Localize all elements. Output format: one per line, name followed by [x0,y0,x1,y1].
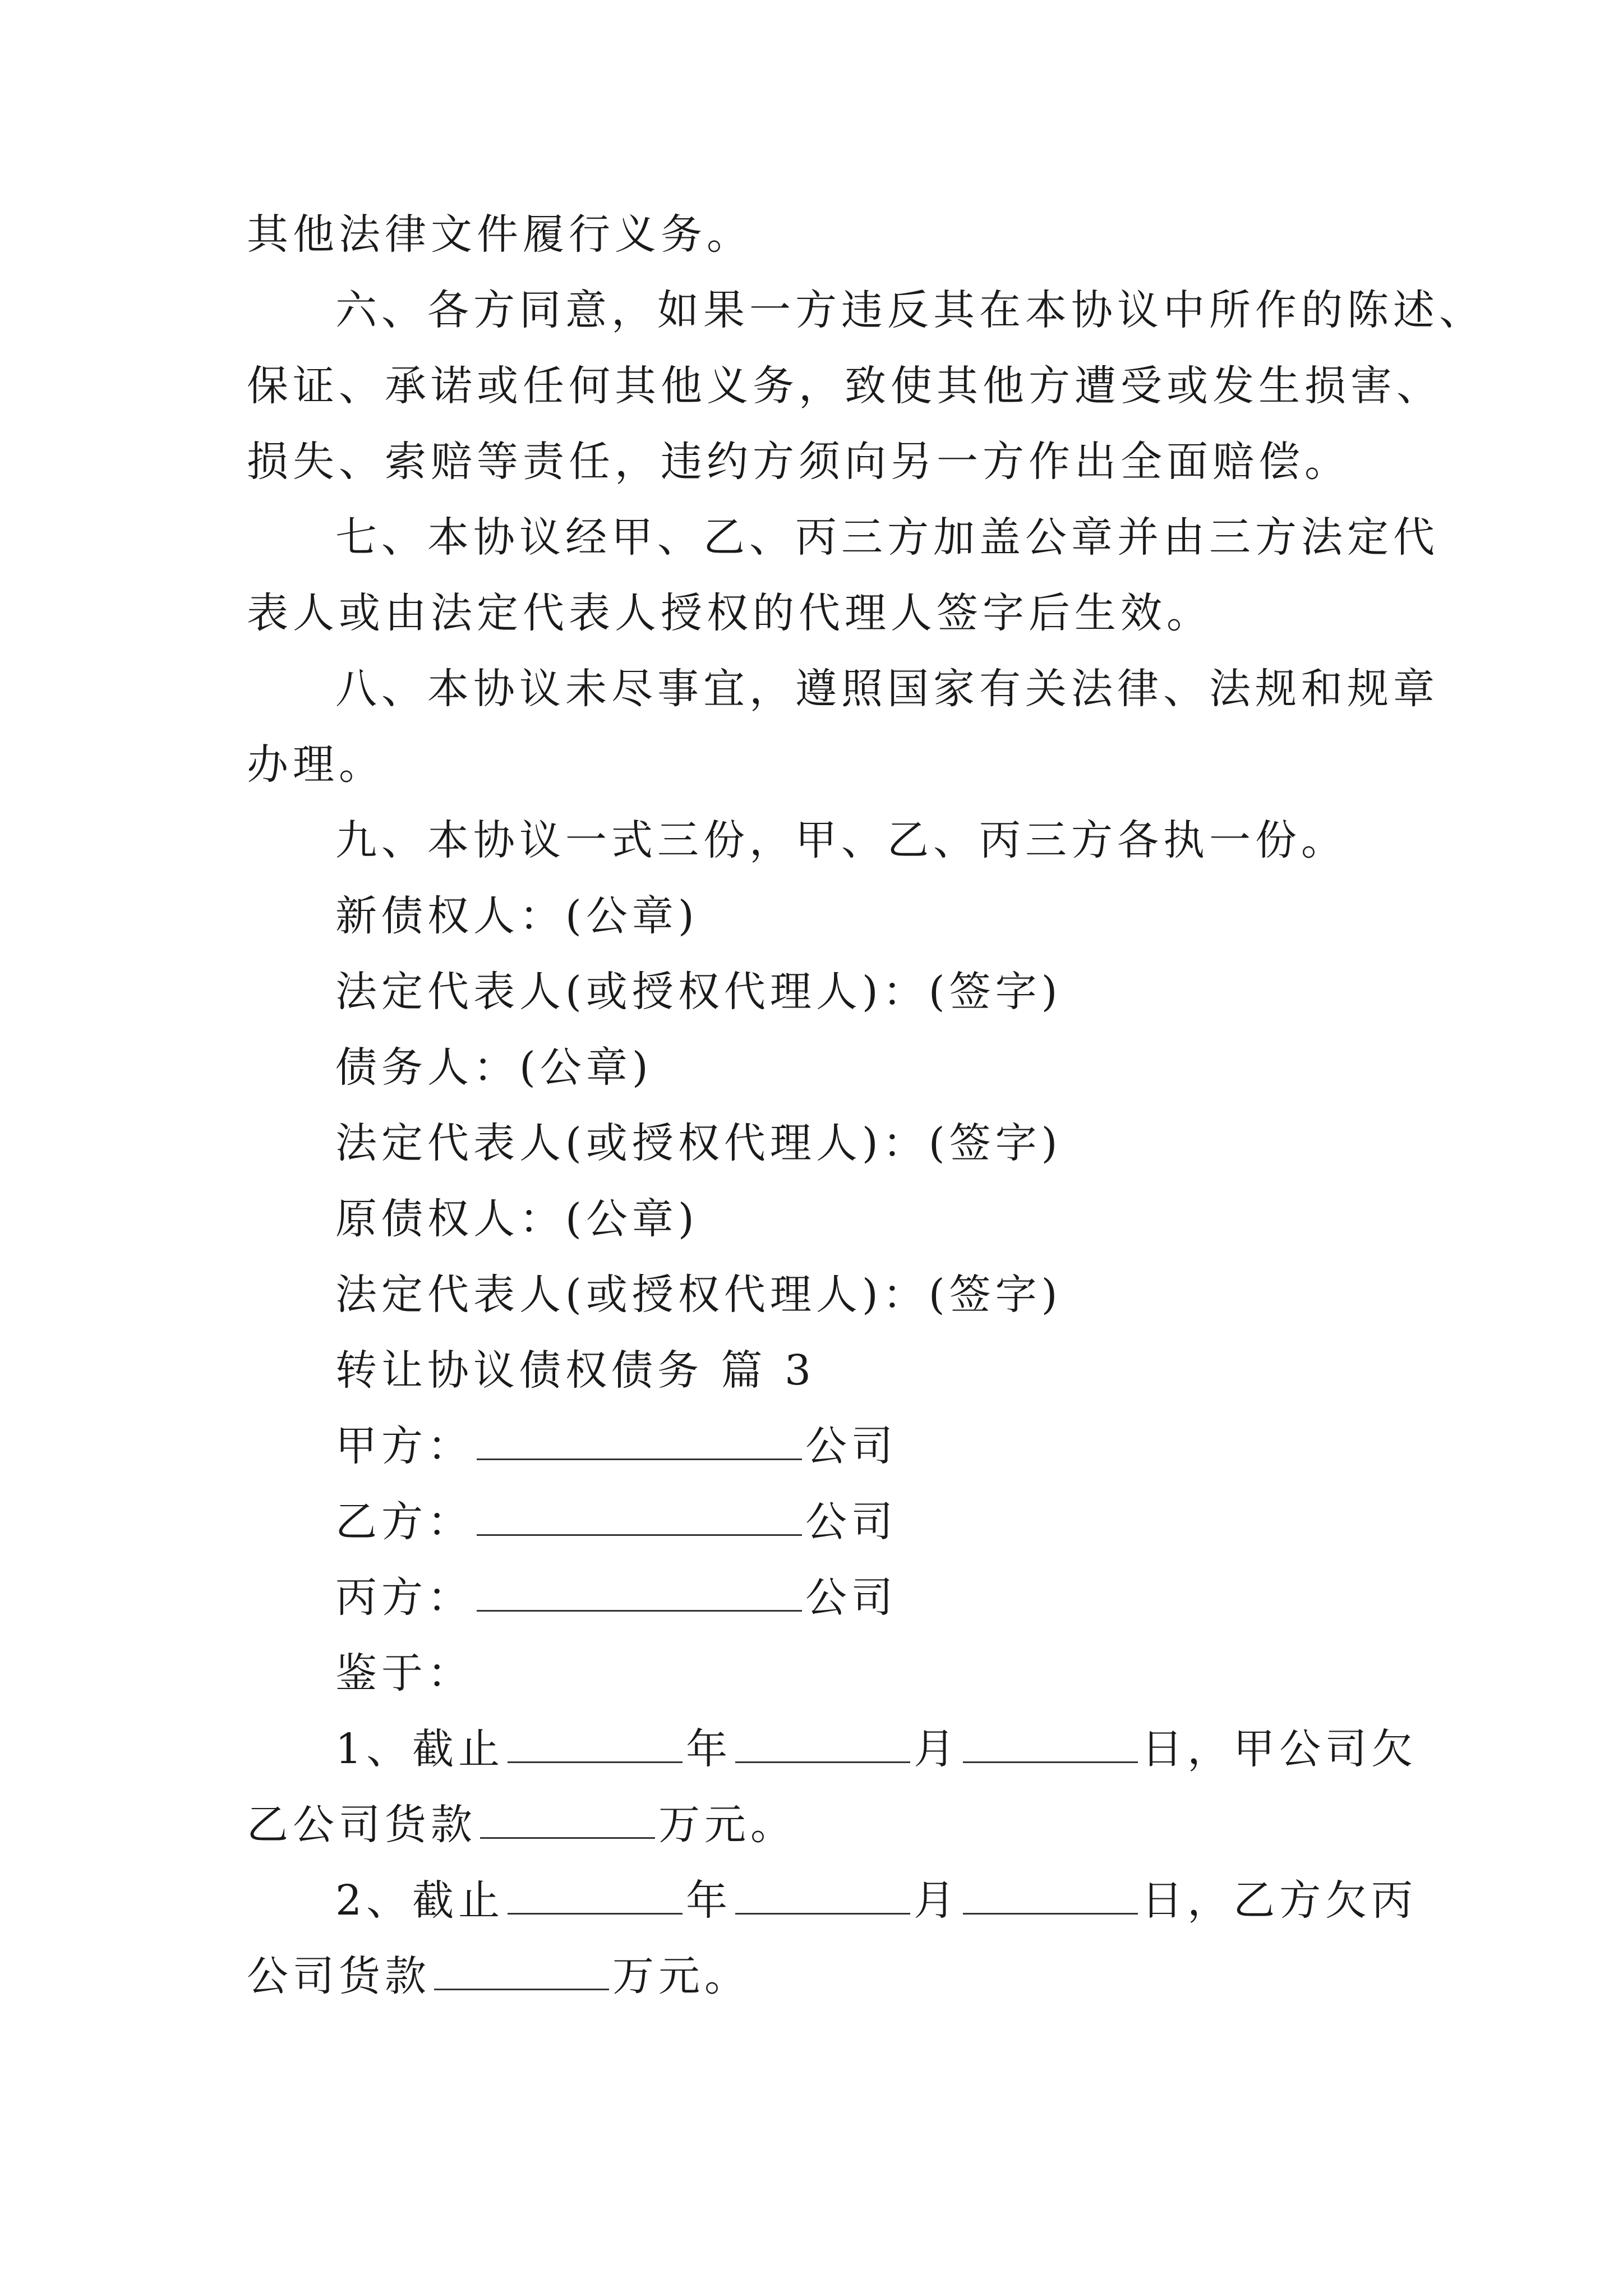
clause-eight: 八、本协议未尽事宜，遵照国家有关法律、法规和规章 [335,665,1439,713]
recital-1-continuation [247,1797,796,1853]
recital-2-cont-text: 公司货款 [247,1952,431,2000]
recital-2-prefix: 2、截止 [335,1876,505,1925]
year-blank[interactable] [508,1874,683,1915]
recital-1-cont-text: 乙公司货款 [247,1801,477,1849]
paragraph-line: 其他法律文件履行义务。 [247,210,753,259]
party-b-blank[interactable] [477,1495,802,1536]
party-a-label: 甲方： [335,1422,473,1470]
company-suffix: 公司 [805,1498,897,1546]
representative-signature: 法定代表人(或授权代理人)：(签字) [335,1271,1062,1319]
section-heading: 转让协议债权债务 篇 3 [335,1346,816,1395]
party-c-label: 丙方： [335,1573,473,1622]
recital-2-line [335,1872,1417,1929]
year-label: 年 [686,1876,732,1925]
company-suffix: 公司 [805,1573,897,1622]
year-label: 年 [686,1725,732,1773]
year-blank[interactable] [508,1722,683,1763]
party-b-line [335,1494,897,1550]
amount-blank[interactable] [434,1949,609,1990]
company-suffix: 公司 [805,1422,897,1470]
amount-blank[interactable] [480,1798,655,1839]
month-label: 月 [914,1876,960,1925]
representative-signature: 法定代表人(或授权代理人)：(签字) [335,1119,1062,1167]
day-label: 日，乙方欠丙 [1141,1876,1418,1925]
month-label: 月 [914,1725,960,1773]
recital-2-continuation [247,1948,750,2004]
original-creditor-seal: 原债权人：(公章) [335,1195,699,1243]
party-a-blank[interactable] [477,1419,802,1460]
month-blank[interactable] [735,1874,910,1915]
day-blank[interactable] [963,1874,1138,1915]
month-blank[interactable] [735,1722,910,1763]
clause-six: 六、各方同意，如果一方违反其在本协议中所作的陈述、 [335,286,1485,334]
party-b-label: 乙方： [335,1498,473,1546]
party-c-blank[interactable] [477,1571,802,1612]
representative-signature: 法定代表人(或授权代理人)：(签字) [335,968,1062,1016]
day-label: 日，甲公司欠 [1141,1725,1418,1773]
debtor-seal: 债务人：(公章) [335,1043,653,1092]
amount-unit: 万元。 [658,1801,796,1849]
new-creditor-seal: 新债权人：(公章) [335,892,699,940]
clause-seven: 七、本协议经甲、乙、丙三方加盖公章并由三方法定代 [335,513,1439,562]
recital-1-line [335,1721,1417,1777]
recitals-heading: 鉴于： [335,1649,473,1697]
day-blank[interactable] [963,1722,1138,1763]
paragraph-line: 表人或由法定代表人授权的代理人签字后生效。 [247,589,1212,637]
clause-nine: 九、本协议一式三份，甲、乙、丙三方各执一份。 [335,816,1347,864]
recital-1-prefix: 1、截止 [335,1725,505,1773]
paragraph-line: 保证、承诺或任何其他义务，致使其他方遭受或发生损害、 [247,362,1442,410]
paragraph-line: 损失、索赔等责任，违约方须向另一方作出全面赔偿。 [247,438,1350,486]
party-a-line [335,1418,897,1474]
amount-unit: 万元。 [612,1952,750,2000]
paragraph-line: 办理。 [247,740,385,789]
party-c-line [335,1570,897,1626]
